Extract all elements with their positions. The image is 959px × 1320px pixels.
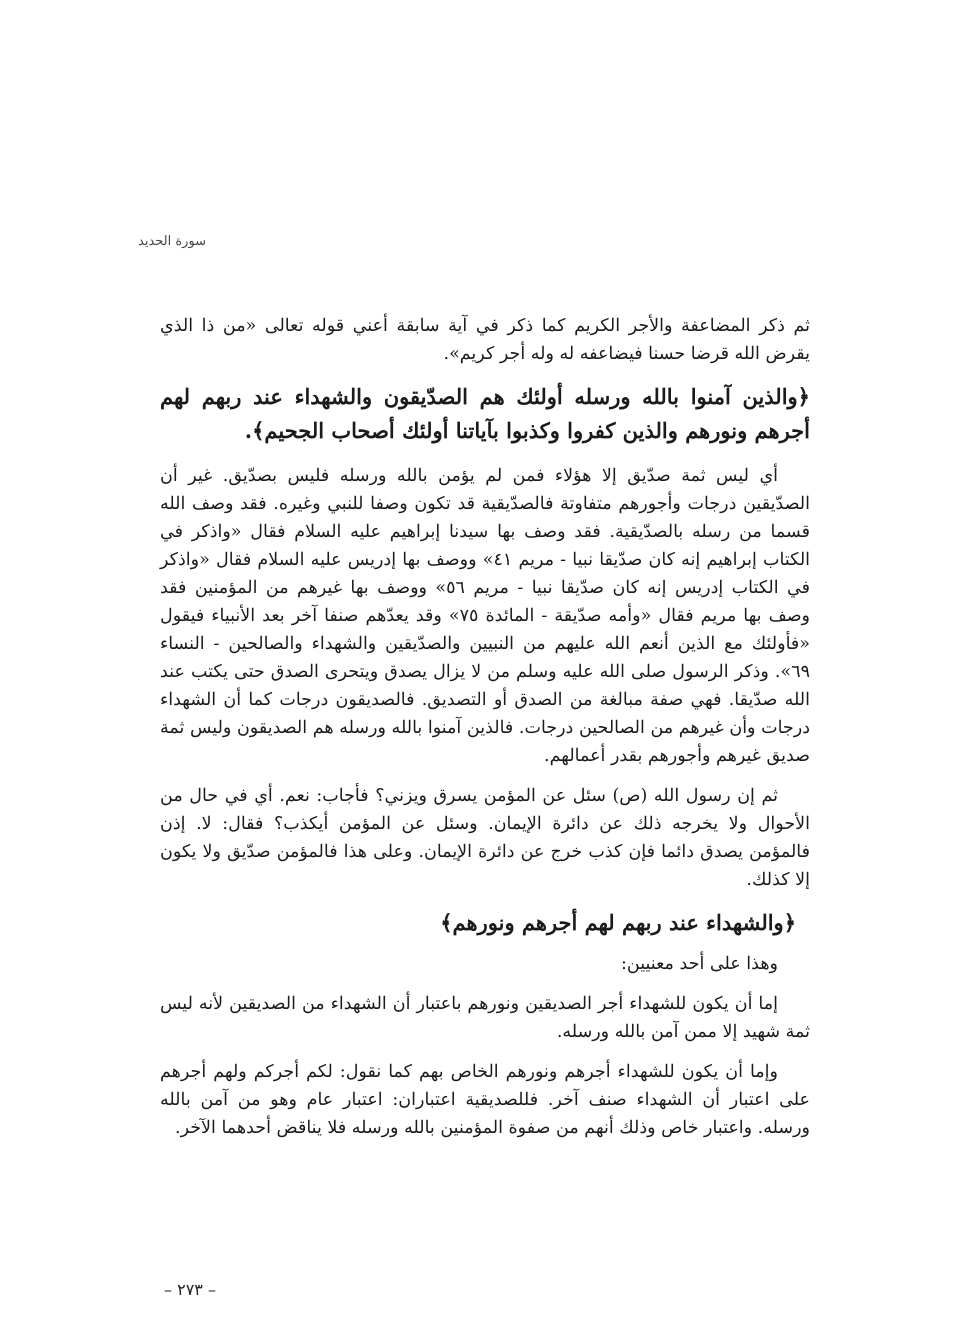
running-header: سورة الحديد xyxy=(138,234,207,249)
tafsir-paragraph: أي ليس ثمة صدّيق إلا هؤلاء فمن لم يؤمن بالله ورسله فليس بصدّيق. غير أن الصدّيقين درجات وأجورهم متفاوتة فالصدّيقية قد تكون وصفا للنبي وغيره. فقد وصف الله قسما من رسله بالصدّيقية. فقد وصف بها سيدنا إبراهيم عليه السلام فقال «واذكر في الكتاب إبراهيم إنه كان صدّيقا نبيا - مريم ٤١» ووصف بها إدريس عليه السلام فقال «واذكر في الكتاب إدريس إنه كان صدّيقا نبيا - مريم ٥٦» ووصف بها غيرهم من المؤمنين فقد وصف بها مريم فقال «وأمه صدّيقة - المائدة ٧٥» وقد يعدّهم صنفا آخر بعد الأنبياء فيقول «فأولئك مع الذين أنعم الله عليهم من النبيين والصدّيقين والشهداء والصالحين - النساء ٦٩». وذكر الرسول صلى الله عليه وسلم من لا يزال يصدق ويتحرى الصدق حتى يكتب عند الله صدّيقا. فهي صفة مبالغة من الصدق أو التصديق. فالصديقون درجات كما أن الشهداء درجات وأن غيرهم من الصالحين درجات. فالذين آمنوا بالله ورسله هم الصديقون وليس ثمة صديق غيرهم وأجورهم بقدر أعمالهم. xyxy=(160,466,811,766)
meanings-intro: وهذا على أحد معنيين: xyxy=(621,954,778,974)
quran-verse: ﴿والذين آمنوا بالله ورسله أولئك هم الصدّيقون والشهداء عند ربهم لهم أجرهم ونورهم والذين كفروا وكذبوا بآياتنا أولئك أصحاب الجحيم﴾. xyxy=(160,384,810,443)
second-meaning: وإما أن يكون للشهداء أجرهم ونورهم الخاص بهم كما نقول: لكم أجركم ولهم أجرهم على اعتبار أن الشهداء صنف آخر. فللصديقية اعتباران: اعتبار عام وهو من آمن بالله ورسله. واعتبار خاص وذلك أنهم من صفوة المؤمنين بالله ورسله فلا يناقض أحدهما الآخر. xyxy=(160,1062,810,1138)
first-meaning: إما أن يكون للشهداء أجر الصديقين ونورهم باعتبار أن الشهداء من الصديقين لأنه ليس ثمة شهيد إلا ممن آمن بالله ورسله. xyxy=(160,994,810,1042)
hadith-paragraph: ثم إن رسول الله (ص) سئل عن المؤمن يسرق ويزني؟ فأجاب: نعم. أي في حال من الأحوال ولا يخرجه ذلك عن دائرة الإيمان. وسئل عن المؤمن أيكذب؟ فقال: لا. إذن فالمؤمن يصدق دائما فإن كذب خرج عن دائرة الإيمان. وعلى هذا فالمؤمن صدّيق ولا يكون إلا كذلك. xyxy=(160,786,810,890)
intro-paragraph: ثم ذكر المضاعفة والأجر الكريم كما ذكر في آية سابقة أعني قوله تعالى «من ذا الذي يقرض الله قرضا حسنا فيضاعفه له وله أجر كريم». xyxy=(160,316,810,364)
quran-verse-short: ﴿والشهداء عند ربهم لهم أجرهم ونورهم﴾ xyxy=(440,910,796,935)
page-number: – ٢٧٣ – xyxy=(164,1280,216,1299)
page-body xyxy=(160,312,810,1154)
